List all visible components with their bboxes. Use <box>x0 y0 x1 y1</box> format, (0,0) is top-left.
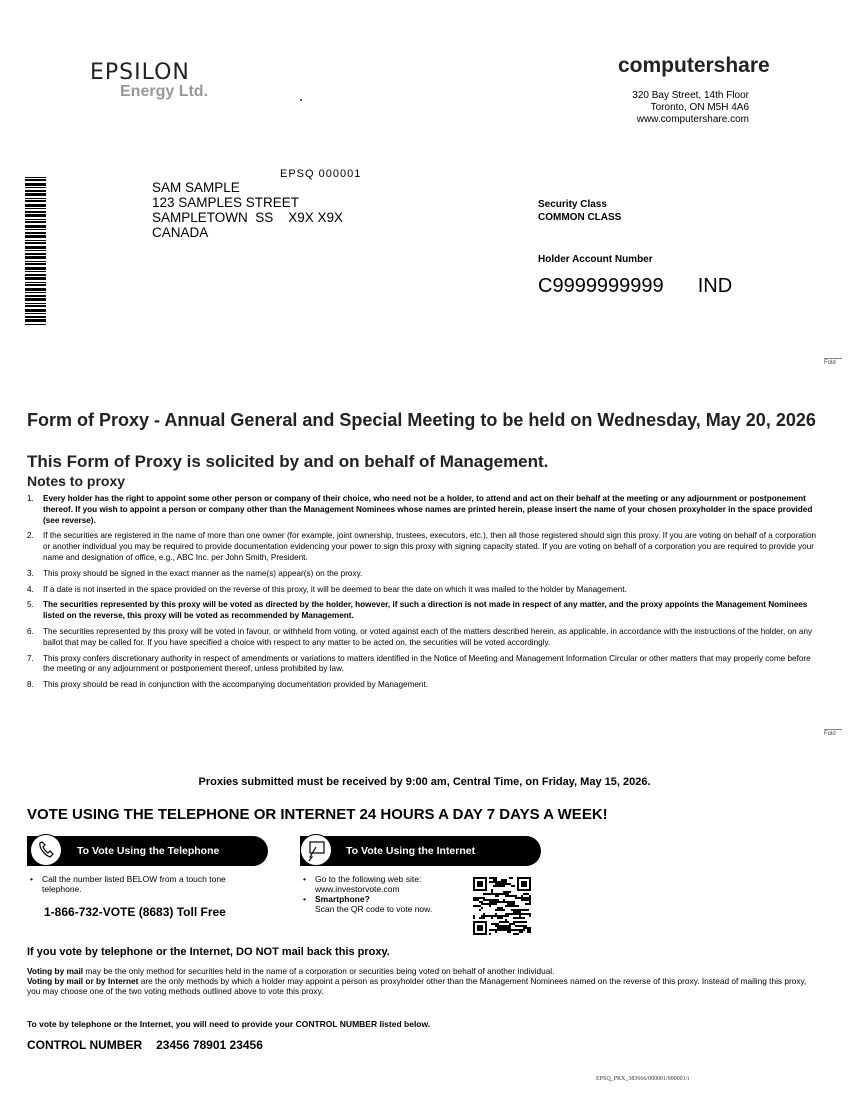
notes-list <box>27 494 817 696</box>
telephone-banner-title: To Vote Using the Telephone <box>77 845 220 857</box>
fold-mark: Fold <box>824 729 842 737</box>
holder-account-type: IND <box>697 275 733 297</box>
security-class <box>538 198 621 224</box>
smartphone-title: Smartphone? <box>315 894 370 904</box>
holder-account-label: Holder Account Number <box>538 254 653 265</box>
document-code: EPSQ_PRX_383666/000001/000001/i <box>596 1076 690 1082</box>
internet-icon <box>300 834 332 866</box>
issuer-subname: Energy Ltd. <box>120 83 209 100</box>
holder-account-number: C9999999999 <box>538 275 664 297</box>
smartphone-text: Scan the QR code to vote now. <box>315 904 433 914</box>
address-line: SAM SAMPLE <box>152 180 240 195</box>
mailing-address <box>152 180 343 240</box>
computershare-logo <box>618 54 770 78</box>
note-item: 8. This proxy should be read in conjunction with the accompanying documentation provided by Management. <box>27 680 429 690</box>
mail-voting-line: Voting by mail or by Internet are the only methods by which a holder may appoint a person as proxyholder other than the Management Nominees named on the reverse of this proxy. Instead of mailing this proxy, you may choose one of the two voting methods outlined above to vote this proxy. <box>27 976 807 996</box>
note-item: 2. If the securities are registered in the name of more than one owner (for example, joint ownership, trustees, executors, etc.), then all those registered should sign this proxy. If you are voting on behalf of a corporation or another individual you may be required to provide documentation evidencing your power to sign this proxy with signing capacity stated. If you are voting on behalf of a corporation you are required to provide your name and designation of office, e.g., ABC Inc. per John Smith, President. <box>27 531 817 562</box>
control-number-label: CONTROL NUMBER <box>27 1038 143 1052</box>
note-item: 5. The securities represented by this proxy will be voted as directed by the holder, however, if such a direction is not made in respect of any matter, and the proxy appoints the Management Nominees listed on the reverse, this proxy will be voted as recommended by Management. <box>27 600 808 621</box>
note-item: 4. If a date is not inserted in the space provided on the reverse of this proxy, it will be deemed to bear the date on which it was mailed to the holder by Management. <box>27 584 627 594</box>
holder-account <box>538 275 732 298</box>
speck <box>300 99 302 101</box>
postal-barcode-icon <box>25 177 46 325</box>
address-line: CANADA <box>152 225 209 240</box>
address-line: 123 SAMPLES STREET <box>152 195 300 210</box>
control-number <box>27 1038 263 1052</box>
telephone-instructions <box>27 874 267 894</box>
control-number-value: 23456 78901 23456 <box>156 1038 263 1052</box>
vote-heading: VOTE USING THE TELEPHONE OR INTERNET 24 HOURS A DAY 7 DAYS A WEEK! <box>27 806 608 823</box>
control-number-note: To vote by telephone or the Internet, you will need to provide your CONTROL NUMBER listed below. <box>27 1019 431 1029</box>
internet-banner <box>300 836 541 866</box>
telephone-instruction: • Call the number listed BELOW from a touch tone telephone. <box>27 874 267 894</box>
telephone-number[interactable]: 1-866-732-VOTE (8683) Toll Free <box>44 905 226 919</box>
deadline-notice: Proxies submitted must be received by 9:00 am, Central Time, on Friday, May 15, 2026. <box>198 776 651 788</box>
note-item: 3. This proxy should be signed in the exact manner as the name(s) appear(s) on the proxy. <box>27 568 363 578</box>
mail-voting-info <box>27 966 817 996</box>
security-class-value: COMMON CLASS <box>538 212 622 223</box>
no-mail-warning: If you vote by telephone or the Internet, DO NOT mail back this proxy. <box>27 946 390 958</box>
agent-address-line: Toronto, ON M5H 4A6 <box>650 102 749 113</box>
security-class-label: Security Class <box>538 199 607 210</box>
mail-voting-line: Voting by mail may be the only method for securities held in the name of a corporation or securities being voted on behalf of another individual. <box>27 966 555 976</box>
internet-instruction: • Go to the following web site: www.investorvote.com <box>300 874 470 894</box>
qr-code-icon[interactable] <box>472 877 532 935</box>
notes-heading: Notes to proxy <box>27 473 126 489</box>
address-line: SAMPLETOWN SS X9X X9X <box>152 210 344 225</box>
phone-icon <box>30 834 62 866</box>
agent-website: www.computershare.com <box>636 114 749 125</box>
smartphone-instruction <box>300 894 470 914</box>
note-item: 1. Every holder has the right to appoint some other person or company of their choice, who need not be a holder, to attend and act on their behalf at the meeting or any adjournment or postponement thereof. If you wish to appoint a person or company other than the Management Nominees whose names are printed herein, please insert the name of your chosen proxyholder in the space provided (see reverse). <box>27 494 813 525</box>
telephone-banner <box>27 836 268 866</box>
form-title: Form of Proxy - Annual General and Special Meeting to be held on Wednesday, May 20, 2026 <box>27 410 816 430</box>
computershare-name: computershare <box>618 54 770 77</box>
mailing-code: EPSQ 000001 <box>280 168 362 180</box>
issuer-name: EPSILON <box>90 60 190 85</box>
note-item: 7. This proxy confers discretionary authority in respect of amendments or variations to matters identified in the Notice of Meeting and Management Information Circular or other matters that may properly come before the meeting or any adjournment or postponement thereof, unless prohibited by law. <box>27 653 811 674</box>
internet-banner-title: To Vote Using the Internet <box>346 845 476 857</box>
fold-mark: Fold <box>824 358 842 366</box>
agent-address <box>560 90 749 126</box>
issuer-logo <box>90 62 208 100</box>
agent-address-line: 320 Bay Street, 14th Floor <box>632 90 749 101</box>
note-item: 6. The securities represented by this proxy will be voted in favour, or withheld from voting, or voted against each of the matters described herein, as applicable, in accordance with the instructions of the holder, on any ballot that may be called for. If you have specified a choice with respect to any matter to be acted on, the securities will be voted accordingly. <box>27 626 813 647</box>
internet-instructions <box>300 874 470 914</box>
solicited-heading: This Form of Proxy is solicited by and on behalf of Management. <box>27 452 549 471</box>
